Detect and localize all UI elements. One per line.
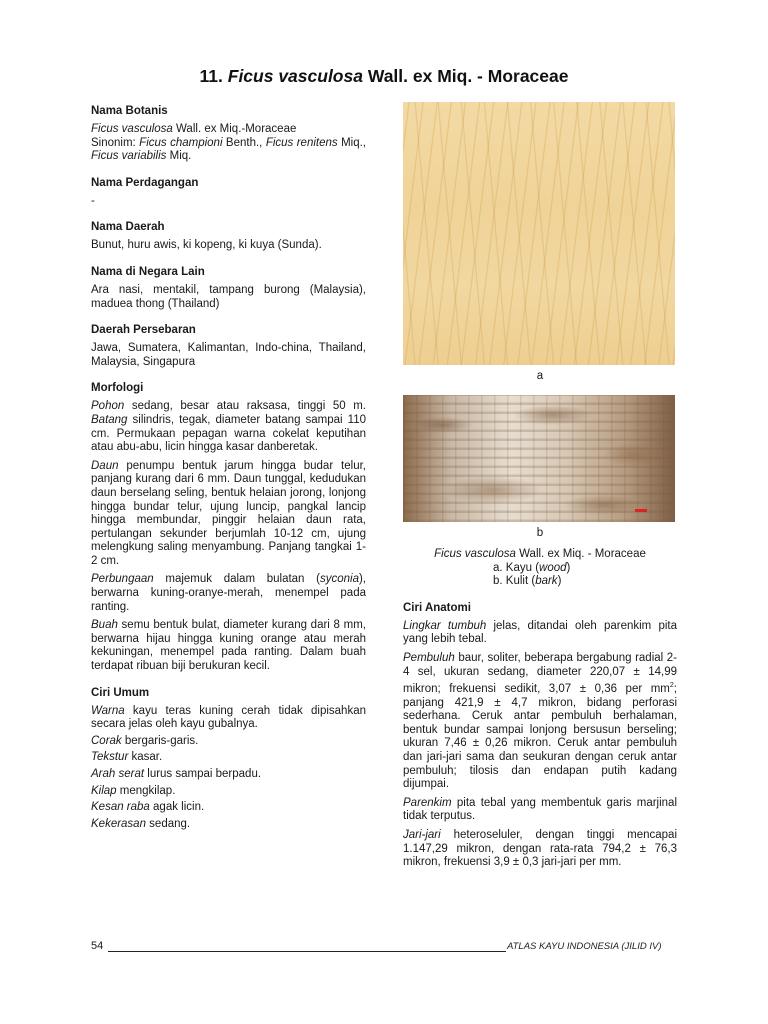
synonym-label: Sinonim: bbox=[91, 136, 140, 149]
text-parenkim: pita tebal yang membentuk garis marjinal tidak terputus. bbox=[403, 796, 677, 823]
term-syconia: syconia bbox=[319, 573, 359, 586]
morph-perbungaan bbox=[91, 573, 366, 614]
text-kesan-raba: agak licin. bbox=[149, 801, 205, 814]
umum-warna bbox=[91, 705, 366, 732]
umum-corak bbox=[91, 735, 366, 749]
botanical-species: Ficus vasculosa bbox=[91, 123, 173, 135]
term-daun: Daun bbox=[91, 459, 119, 472]
caption-item-b-prefix: b. Kulit ( bbox=[493, 575, 536, 588]
text-warna: kayu teras kuning cerah tidak dipisahkan secara jelas oleh kayu gubalnya. bbox=[91, 704, 366, 731]
term-kilap: Kilap bbox=[91, 784, 117, 797]
distribution: Jawa, Sumatera, Kalimantan, Indo-china, Thailand, Malaysia, Singapura bbox=[91, 342, 366, 368]
footer-rule bbox=[108, 951, 506, 952]
umum-kilap bbox=[91, 785, 366, 799]
book-title: ATLAS KAYU INDONESIA (JILID IV) bbox=[507, 941, 662, 952]
morph-pohon bbox=[91, 400, 366, 454]
synonyms bbox=[91, 137, 366, 164]
caption-species: Ficus vasculosa bbox=[434, 548, 516, 560]
term-jari-jari: Jari-jari bbox=[403, 828, 441, 841]
page-title bbox=[0, 66, 768, 87]
umum-kekerasan bbox=[91, 818, 366, 832]
local-names: Bunut, huru awis, ki kopeng, ki kuya (Sunda). bbox=[91, 239, 322, 252]
heading-ciri-umum: Ciri Umum bbox=[91, 686, 150, 699]
figure-caption bbox=[403, 548, 677, 562]
title-rest: Wall. ex Miq. - Moraceae bbox=[362, 66, 569, 86]
section-nama-botanis bbox=[91, 104, 366, 164]
umum-tekstur bbox=[91, 751, 366, 765]
superscript-2: 2 bbox=[669, 682, 674, 690]
foreign-names: Ara nasi, mentakil, tampang burong (Malaysia), maduea thong (Thailand) bbox=[91, 283, 366, 310]
text-kekerasan: sedang. bbox=[145, 817, 191, 830]
bark-photo bbox=[403, 395, 675, 522]
text-lingkar-tumbuh: jelas, ditandai oleh parenkim pita yang lebih tebal. bbox=[403, 619, 677, 646]
heading-daerah-persebaran: Daerah Persebaran bbox=[91, 324, 196, 337]
heading-nama-daerah: Nama Daerah bbox=[91, 221, 165, 234]
section-nama-perdagangan bbox=[91, 176, 366, 209]
term-tekstur: Tekstur bbox=[91, 751, 129, 764]
heading-morfologi: Morfologi bbox=[91, 382, 144, 395]
left-column bbox=[91, 104, 366, 843]
text-daun: penumpu bentuk jarum hingga budar telur, panjang kurang dari 6 mm. Daun tunggal, kedudukan daun berselang seling, bentuk helaian jorong, lonjong hingga bundar telur, ujung luncip, pangkal lancip hingga membundar, pinggir helaian daun rata, pertulangan sekunder berjumlah 10-12 cm, ujung melengkung saling menyambung. Panjang tangkai 1-2 cm. bbox=[91, 459, 366, 567]
heading-nama-perdagangan: Nama Perdagangan bbox=[91, 176, 199, 189]
anat-jari-jari bbox=[403, 829, 677, 870]
text-arah-serat: lurus sampai berpadu. bbox=[144, 768, 262, 780]
text-kilap: mengkilap. bbox=[116, 784, 176, 797]
caption-authority: Wall. ex Miq. - Moraceae bbox=[515, 548, 646, 560]
text-perbungaan-b: ), berwarna kuning-oranye-merah, menempel pada ranting. bbox=[91, 573, 366, 613]
term-kekerasan: Kekerasan bbox=[91, 817, 146, 830]
heading-ciri-anatomi: Ciri Anatomi bbox=[403, 601, 471, 614]
text-pohon: sedang, besar atau raksasa, tinggi 50 m. bbox=[124, 400, 366, 413]
title-number: 11. bbox=[199, 66, 223, 86]
page-number: 54 bbox=[91, 940, 104, 952]
caption-item-b bbox=[493, 575, 677, 589]
morph-daun bbox=[91, 460, 366, 569]
section-daerah-persebaran bbox=[91, 323, 366, 369]
umum-arah-serat bbox=[91, 768, 366, 782]
right-column bbox=[403, 102, 677, 882]
term-kesan-raba: Kesan raba bbox=[91, 801, 150, 814]
anat-pembuluh bbox=[403, 652, 677, 792]
caption-list bbox=[493, 562, 677, 589]
scale-bar bbox=[635, 509, 647, 512]
caption-item-a-term: wood bbox=[539, 561, 567, 574]
section-nama-daerah bbox=[91, 220, 366, 253]
caption-item-b-suffix: ) bbox=[557, 575, 562, 588]
anat-lingkar-tumbuh bbox=[403, 620, 677, 647]
text-corak: bergaris-garis. bbox=[121, 734, 199, 747]
term-pohon: Pohon bbox=[91, 400, 125, 413]
title-species: Ficus vasculosa bbox=[227, 66, 363, 86]
botanical-name bbox=[91, 123, 366, 137]
text-perbungaan-a: majemuk dalam bulatan ( bbox=[153, 573, 320, 586]
synonym-1-authority: Benth., bbox=[222, 136, 266, 149]
text-pembuluh-b: ; panjang 421,9 ± 4,7 mikron, bidang perforasi sederhana. Ceruk antar pembuluh berhalaman, bentuk bundar sampai lonjong bersusun berseling; ukuran 7,46 ± 0,26 mikron. Ceruk antar pembuluh dan jari-jari sama dan seukuran dengan ceruk antar pembuluh; tilosis dan endapan putih kadang dijumpai. bbox=[403, 682, 677, 791]
term-corak: Corak bbox=[91, 734, 122, 747]
bark-photo-label: b bbox=[536, 527, 544, 539]
heading-nama-negara-lain: Nama di Negara Lain bbox=[91, 265, 205, 278]
text-tekstur: kasar. bbox=[128, 751, 163, 764]
term-buah: Buah bbox=[91, 619, 118, 632]
wood-photo bbox=[403, 102, 675, 365]
term-lingkar-tumbuh: Lingkar tumbuh bbox=[403, 619, 487, 632]
synonym-2-authority: Miq., bbox=[337, 136, 366, 149]
trade-name: - bbox=[91, 194, 95, 207]
heading-nama-botanis: Nama Botanis bbox=[91, 105, 168, 117]
synonym-3: Ficus variabilis bbox=[91, 150, 167, 163]
anat-parenkim bbox=[403, 797, 677, 824]
term-parenkim: Parenkim bbox=[403, 796, 452, 809]
caption-item-a-suffix: ) bbox=[566, 561, 571, 574]
synonym-1: Ficus championi bbox=[139, 136, 223, 149]
term-batang: Batang bbox=[91, 413, 128, 426]
umum-kesan-raba bbox=[91, 801, 366, 815]
caption-item-a-prefix: a. Kayu ( bbox=[493, 561, 540, 574]
botanical-authority: Wall. ex Miq.-Moraceae bbox=[172, 123, 297, 135]
synonym-2: Ficus renitens bbox=[265, 136, 338, 149]
morph-buah bbox=[91, 619, 366, 673]
section-ciri-umum bbox=[91, 686, 366, 832]
wood-photo-label: a bbox=[536, 370, 544, 382]
text-batang: silindris, tegak, diameter batang sampai 110 cm. Permukaan pepagan warna cokelat keputihan atau abu-abu, licin hingga kasar danberetak. bbox=[91, 413, 366, 454]
section-nama-negara-lain bbox=[91, 265, 366, 311]
text-buah: semu bentuk bulat, diameter kurang dari 8 mm, berwarna hijau hingga kuning orange atau merah kekuningan, menempel pada ranting. Dalam buah terdapat ribuan biji berukuran kecil. bbox=[91, 619, 366, 673]
term-arah-serat: Arah serat bbox=[91, 768, 145, 780]
term-pembuluh: Pembuluh bbox=[403, 651, 455, 664]
term-perbungaan: Perbungaan bbox=[91, 573, 154, 586]
caption-item-a bbox=[493, 562, 677, 576]
caption-item-b-term: bark bbox=[535, 575, 558, 588]
text-pembuluh-a: baur, soliter, beberapa bergabung radial 2-4 sel, ukuran sedang, diameter 220,07 ± 14,99 mikron; frekuensi sedikit, 3,07 ± 0,36 per mm bbox=[403, 651, 677, 695]
term-warna: Warna bbox=[91, 704, 125, 717]
section-morfologi bbox=[91, 381, 366, 673]
text-jari-jari: heteroseluler, dengan tinggi mencapai 1.147,29 mikron, dengan rata-rata 794,2 ± 76,3 mikron, frekuensi 3,9 ± 0,3 jari-jari per mm. bbox=[403, 828, 677, 869]
synonym-3-authority: Miq. bbox=[166, 150, 192, 163]
section-ciri-anatomi bbox=[403, 601, 677, 870]
